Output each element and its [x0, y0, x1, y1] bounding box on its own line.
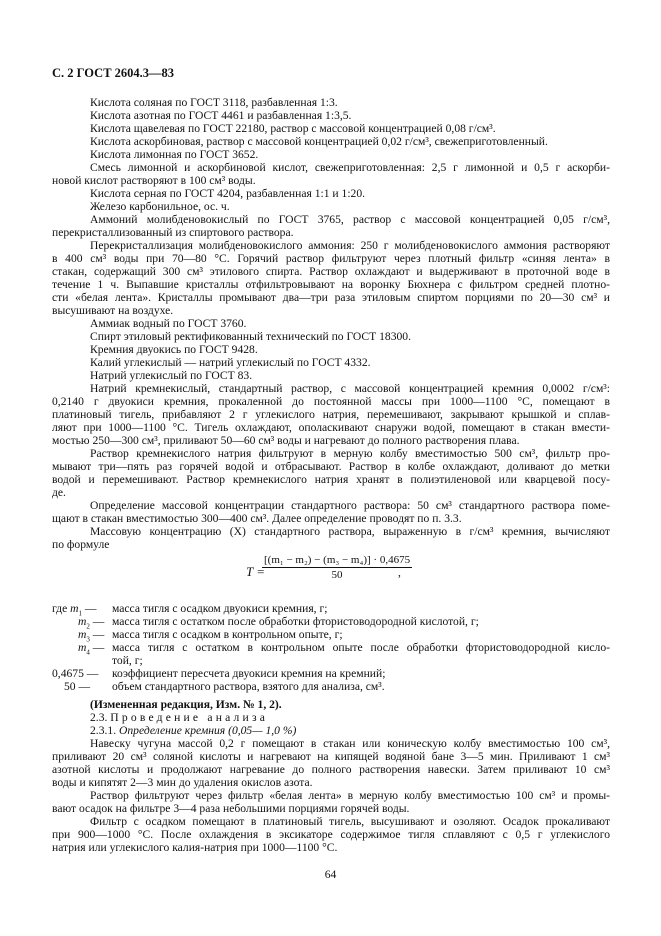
paragraph	[52, 789, 610, 815]
term-prefix: 0,4675	[52, 667, 84, 680]
text-line: воды и кипятят 2—3 мин до удаления окислов азота.	[52, 776, 313, 789]
paragraph	[52, 213, 610, 239]
term-dash: —	[82, 602, 97, 615]
definition-term	[78, 615, 105, 631]
text-line: водой и перемешивают. Раствор кремнекислого натрия хранят в полиэтиленовой или кварцевой посу-	[52, 473, 610, 486]
term-symbol: m	[70, 602, 79, 615]
text-line: в 400 см³ воды при 70—80 °С. Горячий раствор фильтруют через плотный фильтр «синяя лента» в	[52, 252, 610, 265]
term-symbol: m	[78, 641, 87, 654]
definition-row	[52, 641, 610, 657]
text-line: Натрий кремнекислый, стандартный раствор, с массовой концентрацией кремния 0,0002 г/см³:	[90, 382, 610, 395]
amendment-note: (Измененная редакция, Изм. № 1, 2).	[90, 698, 282, 711]
definition-term	[64, 680, 90, 693]
text-line: Кислота лимонная по ГОСТ 3652.	[90, 148, 259, 161]
paragraph	[52, 330, 610, 343]
text-line: мостью 250—300 см³, приливают 50—60 см³ воды и нагревают до полного растворения плава.	[52, 434, 520, 447]
text-line: течение 1 ч. Выпавшие кристаллы отфильтровывают на воронку Бюхнера с фильтром средней плотно-	[52, 278, 610, 291]
analysis-paragraphs	[52, 737, 610, 854]
definition-text: объем стандартного раствора, взятого для анализа, см³.	[112, 680, 385, 693]
definition-row	[52, 680, 610, 693]
term-dash: —	[89, 615, 105, 628]
reagents-section	[52, 96, 610, 551]
text-line: при 900—1000 °С. После охлаждения в эксикаторе содержимое тигля сплавляют с 0,5 г углекислого	[52, 828, 610, 841]
paragraph	[52, 148, 610, 161]
definition-row	[52, 615, 610, 631]
definition-term	[52, 602, 97, 618]
text-line: Перекристаллизация молибденовокислого аммония: 250 г молибденовокислого аммония растворяют	[90, 239, 610, 252]
definition-row	[52, 602, 610, 618]
definition-term	[52, 667, 98, 680]
term-prefix: 50	[64, 680, 76, 693]
text-line: приливают 20 см³ соляной кислоты и нагревают на кипящей водяной бане 3—5 мин. Приливают 1 см³	[52, 750, 610, 763]
paragraph	[52, 343, 610, 356]
text-line: Кислота щавелевая по ГОСТ 22180, раствор с массовой концентрацией 0,08 г/см³.	[90, 122, 496, 135]
subsection-number: 2.3.1.	[90, 724, 117, 737]
paragraph	[52, 200, 610, 213]
term-symbol: m	[78, 628, 87, 641]
text-line: Смесь лимонной и аскорбиновой кислот, свежеприготовленная: 2,5 г лимонной и 0,5 г аскорби-	[90, 161, 610, 174]
text-line: Раствор кремнекислого натрия фильтруют в мерную колбу вместимостью 500 см³, фильтр про-	[90, 447, 610, 460]
paragraph	[52, 317, 610, 330]
paragraph	[52, 525, 610, 551]
text-line: Массовую концентрацию (X) стандартного раствора, выраженную в г/см³ кремния, вычисляют	[90, 525, 610, 538]
paragraph	[52, 239, 610, 317]
text-line: Навеску чугуна массой 0,2 г помещают в стакан или коническую колбу вместимостью 100 см³,	[90, 737, 610, 750]
definition-text: масса тигля с осадком двуокиси кремния, г;	[112, 602, 328, 615]
section-heading-text: Проведение анализа	[110, 711, 269, 724]
text-line: Аммиак водный по ГОСТ 3760.	[90, 317, 247, 330]
term-subscript: 4	[86, 648, 90, 657]
formula-denominator: 50	[331, 569, 343, 581]
paragraph	[52, 447, 610, 499]
text-line: ляют при 1000—1100 °С. Тигель охлаждают, ополаскивают снаружи водой, помещают в стакан вмести-	[52, 421, 610, 434]
text-line: Раствор фильтруют через фильтр «белая лента» в мерную колбу вместимостью 100 см³ и промы-	[90, 789, 610, 802]
paragraph	[52, 369, 610, 382]
paragraph	[52, 815, 610, 854]
text-line: новой кислот растворяют в 100 см³ воды.	[52, 174, 256, 187]
formula-fraction	[262, 554, 412, 581]
term-dash: —	[83, 667, 99, 680]
text-line: высушивают на воздухе.	[52, 304, 174, 317]
paragraph	[52, 96, 610, 109]
section-heading-number: 2.3.	[90, 711, 108, 724]
formula	[0, 554, 661, 594]
definition-text: коэффициент пересчета двуокиси кремния на кремний;	[112, 667, 386, 680]
text-line: перекристаллизованный из спиртового раствора.	[52, 226, 294, 239]
page-header: С. 2 ГОСТ 2604.3—83	[52, 66, 175, 80]
paragraph	[52, 382, 610, 447]
text-line: Фильтр с осадком помещают в платиновый тигель, высушивают и озоляют. Осадок прокаливают	[90, 815, 610, 828]
text-line: мывают три—пять раз горячей водой и отбрасывают. Раствор в колбе охлаждают, доливают до метки	[52, 460, 610, 473]
paragraph	[52, 499, 610, 525]
text-line: Кремния двуокись по ГОСТ 9428.	[90, 343, 258, 356]
definition-row	[52, 654, 610, 667]
term-prefix: где	[52, 602, 71, 615]
definition-text: масса тигля с осадком в контрольном опыте, г;	[112, 628, 343, 641]
term-dash: —	[89, 641, 105, 654]
analysis-section	[52, 698, 610, 854]
formula-comma: ,	[398, 566, 401, 579]
text-line: Натрий углекислый по ГОСТ 83.	[90, 369, 253, 382]
text-line: платиновый тигель, прибавляют 2 г углекислого натрия, перемешивают, закрывают крышкой и сплав-	[52, 408, 610, 421]
term-subscript: 2	[86, 622, 90, 631]
term-symbol: m	[78, 615, 87, 628]
paragraph	[52, 737, 610, 789]
text-line: Кислота азотная по ГОСТ 4461 и разбавленная 1:3,5.	[90, 109, 352, 122]
definition-term	[78, 628, 105, 644]
text-line: стакан, содержащий 300 см³ этилового спирта. Раствор охлаждают и выдерживают в проточной воде в	[52, 265, 610, 278]
text-line: Кислота аскорбиновая, раствор с массовой концентрацией 0,02 г/см³, свежеприготовленный.	[90, 135, 548, 148]
term-dash: —	[89, 628, 105, 641]
text-line: щают в стакан вместимостью 300—400 см³. Далее определение проводят по п. 3.3.	[52, 512, 462, 525]
paragraph	[52, 122, 610, 135]
formula-lhs: T =	[246, 564, 266, 579]
subsection-title: Определение кремния (0,05— 1,0 %)	[119, 724, 297, 737]
paragraph	[52, 135, 610, 148]
definition-term	[78, 641, 105, 657]
term-dash: —	[75, 680, 91, 693]
paragraph	[52, 161, 610, 187]
term-subscript: 1	[78, 609, 82, 618]
page-number: 64	[324, 868, 337, 881]
subsection-heading	[52, 724, 610, 737]
definition-row	[52, 667, 610, 680]
text-line: Кислота соляная по ГОСТ 3118, разбавленная 1:3.	[90, 96, 338, 109]
definition-text: масса тигля с остатком в контрольном опыте после обработки фтористоводородной кисло-	[112, 641, 610, 654]
text-line: по формуле	[52, 538, 110, 551]
text-line: Аммоний молибденовокислый по ГОСТ 3765, раствор с массовой концентрацией 0,05 г/см³,	[90, 213, 610, 226]
term-subscript: 3	[86, 635, 90, 644]
text-line: 0,2140 г двуокиси кремния, прокаленной до постоянной массы при 1000—1100 °С, помещают в	[52, 395, 610, 408]
text-line: сти «белая лента». Кристаллы промывают два—три раза этиловым спиртом порциями по 20—30 см³ и	[52, 291, 610, 304]
paragraph	[52, 109, 610, 122]
paragraph	[52, 356, 610, 369]
formula-numerator: [(m₁ − m₂) − (m₃ − m₄)] · 0,4675	[264, 554, 411, 566]
text-line: натрия или углекислого калия-натрия при 1000—1100 °С.	[52, 841, 338, 854]
text-line: Калий углекислый — натрий углекислый по ГОСТ 4332.	[90, 356, 371, 369]
paragraph	[52, 187, 610, 200]
text-line: Кислота серная по ГОСТ 4204, разбавленная 1:1 и 1:20.	[90, 187, 366, 200]
formula-definitions	[52, 602, 610, 693]
text-line: де.	[52, 486, 66, 499]
section-heading	[52, 711, 610, 724]
definition-text: той, г;	[112, 654, 143, 667]
text-line: азотной кислоты и продолжают нагревание до полного растворения навески. Затем приливают 10 см³	[52, 763, 610, 776]
text-line: Определение массовой концентрации стандартного раствора: 50 см³ стандартного раствора поме-	[90, 499, 610, 512]
text-line: Спирт этиловый ректификованный технический по ГОСТ 18300.	[90, 330, 412, 343]
definition-row	[52, 628, 610, 644]
definition-text: масса тигля с остатком после обработки фтористоводородной кислотой, г;	[112, 615, 479, 628]
text-line: Железо карбонильное, ос. ч.	[90, 200, 230, 213]
text-line: вают осадок на фильтре 3—4 раза небольшими порциями горячей воды.	[52, 802, 410, 815]
